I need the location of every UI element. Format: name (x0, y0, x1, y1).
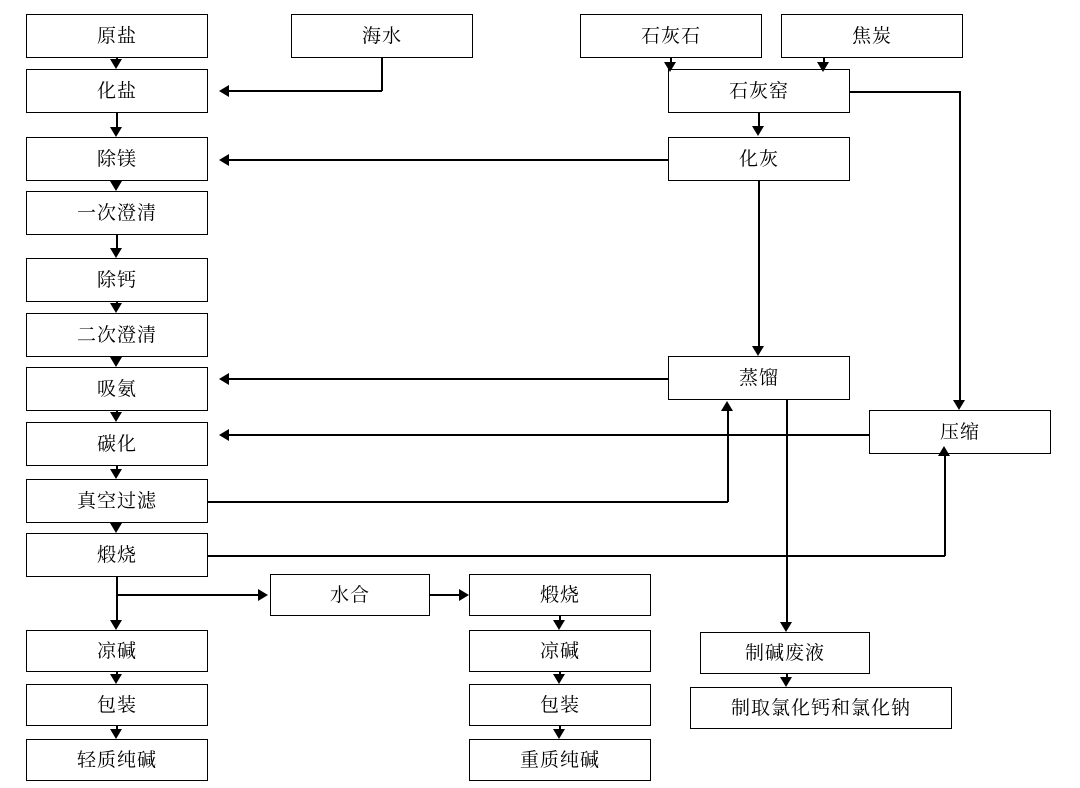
node-label: 一次澄清 (76, 202, 157, 224)
edge-calcination-1-to-compression-v (944, 455, 946, 556)
arrowhead-down-icon (953, 400, 965, 410)
node-salt-dissolve[interactable] (26, 69, 208, 113)
node-label: 焦炭 (851, 25, 892, 47)
arrowhead-down-icon (110, 469, 122, 479)
arrowhead-down-icon (780, 677, 792, 687)
node-limestone[interactable] (580, 14, 762, 58)
arrowhead-down-icon (110, 620, 122, 630)
node-clarify-2[interactable] (26, 313, 208, 357)
arrowhead-down-icon (110, 729, 122, 739)
node-label: 重质纯碱 (519, 749, 600, 771)
arrowhead-down-icon (110, 181, 122, 191)
node-label: 凉碱 (96, 640, 137, 662)
node-label: 海水 (361, 25, 402, 47)
arrowhead-down-icon (817, 62, 829, 72)
arrowhead-left-icon (219, 154, 229, 166)
arrowhead-down-icon (553, 729, 565, 739)
node-cool-soda-1[interactable] (26, 630, 208, 672)
node-clarify-1[interactable] (26, 191, 208, 235)
node-label: 煅烧 (539, 584, 580, 606)
node-calcination-1[interactable] (26, 533, 208, 577)
edge-hydration-to-calcination-2 (430, 594, 462, 596)
node-label: 水合 (329, 584, 370, 606)
edge-salt-dissolve-to-demagnesium (116, 113, 118, 127)
node-vacuum-filter[interactable] (26, 479, 208, 523)
edge-vacuum-filter-to-distillation-v (727, 410, 729, 502)
arrowhead-right-icon (459, 589, 469, 601)
edge-lime-kiln-to-lime-slaking (758, 113, 760, 126)
node-lime-slaking[interactable] (668, 137, 850, 181)
node-distillation[interactable] (668, 356, 850, 400)
node-heavy-soda[interactable] (469, 739, 651, 781)
edge-seawater-down (381, 58, 383, 91)
edge-calcination-1-to-compression-h (208, 555, 945, 557)
node-label: 除镁 (96, 148, 137, 170)
node-hydration[interactable] (270, 574, 430, 616)
arrowhead-up-icon (938, 446, 950, 456)
node-label: 蒸馏 (738, 367, 779, 389)
edge-clarify-1-to-decalcium (116, 235, 118, 248)
node-seawater[interactable] (291, 14, 473, 58)
node-label: 煅烧 (96, 544, 137, 566)
edge-lime-slaking-to-demagnesium (228, 159, 669, 161)
edge-calcination-1-to-hydration (116, 594, 266, 596)
arrowhead-left-icon (219, 85, 229, 97)
edge-distillation-to-ammonia-absorb (228, 378, 669, 380)
arrowhead-down-icon (110, 523, 122, 533)
node-cool-soda-2[interactable] (469, 630, 651, 672)
node-label: 轻质纯碱 (76, 749, 157, 771)
node-carbonation[interactable] (26, 422, 208, 466)
node-decalcium[interactable] (26, 258, 208, 302)
edge-calcination-1-to-cool-soda-1 (116, 577, 118, 620)
node-packing-2[interactable] (469, 684, 651, 726)
arrowhead-down-icon (780, 622, 792, 632)
node-light-soda[interactable] (26, 739, 208, 781)
node-label: 制碱废液 (744, 642, 825, 664)
arrowhead-left-icon (219, 429, 229, 441)
node-label: 包装 (96, 694, 137, 716)
arrowhead-down-icon (553, 620, 565, 630)
node-label: 吸氨 (96, 378, 137, 400)
node-waste-liquid[interactable] (700, 632, 870, 674)
arrowhead-down-icon (110, 357, 122, 367)
node-compression[interactable] (869, 410, 1051, 454)
node-label: 碳化 (96, 433, 137, 455)
arrowhead-right-icon (258, 589, 268, 601)
arrowhead-down-icon (752, 346, 764, 356)
node-ammonia-absorb[interactable] (26, 367, 208, 411)
node-label: 除钙 (96, 269, 137, 291)
arrowhead-down-icon (110, 127, 122, 137)
node-lime-kiln[interactable] (668, 69, 850, 113)
arrowhead-down-icon (752, 126, 764, 136)
node-cacl2-nacl[interactable] (690, 687, 952, 729)
arrowhead-down-icon (110, 303, 122, 313)
edge-compression-to-carbonation (228, 434, 870, 436)
arrowhead-down-icon (664, 62, 676, 72)
node-label: 包装 (539, 694, 580, 716)
edge-lime-kiln-to-compression-v (959, 91, 961, 401)
arrowhead-down-icon (110, 248, 122, 258)
node-label: 制取氯化钙和氯化钠 (730, 697, 911, 719)
arrowhead-down-icon (110, 412, 122, 422)
arrowhead-down-icon (110, 59, 122, 69)
node-label: 真空过滤 (76, 490, 157, 512)
edge-lime-slaking-to-distillation (758, 181, 760, 346)
node-label: 石灰石 (640, 25, 701, 47)
node-coke[interactable] (781, 14, 963, 58)
node-raw-salt[interactable] (26, 14, 208, 58)
arrowhead-down-icon (553, 674, 565, 684)
edge-distillation-to-waste-liquid (786, 400, 788, 624)
node-label: 凉碱 (539, 640, 580, 662)
node-label: 原盐 (96, 25, 137, 47)
arrowhead-up-icon (721, 401, 733, 411)
node-label: 化灰 (738, 148, 779, 170)
node-demagnesium[interactable] (26, 137, 208, 181)
node-label: 二次澄清 (76, 324, 157, 346)
edge-seawater-to-salt-dissolve (228, 90, 382, 92)
node-label: 化盐 (96, 80, 137, 102)
edge-vacuum-filter-to-distillation-h (208, 501, 728, 503)
node-label: 压缩 (939, 421, 980, 443)
arrowhead-left-icon (219, 373, 229, 385)
arrowhead-down-icon (110, 674, 122, 684)
node-packing-1[interactable] (26, 684, 208, 726)
edge-lime-kiln-to-compression-h (849, 91, 960, 93)
node-label: 石灰窑 (728, 80, 789, 102)
node-calcination-2[interactable] (469, 574, 651, 616)
